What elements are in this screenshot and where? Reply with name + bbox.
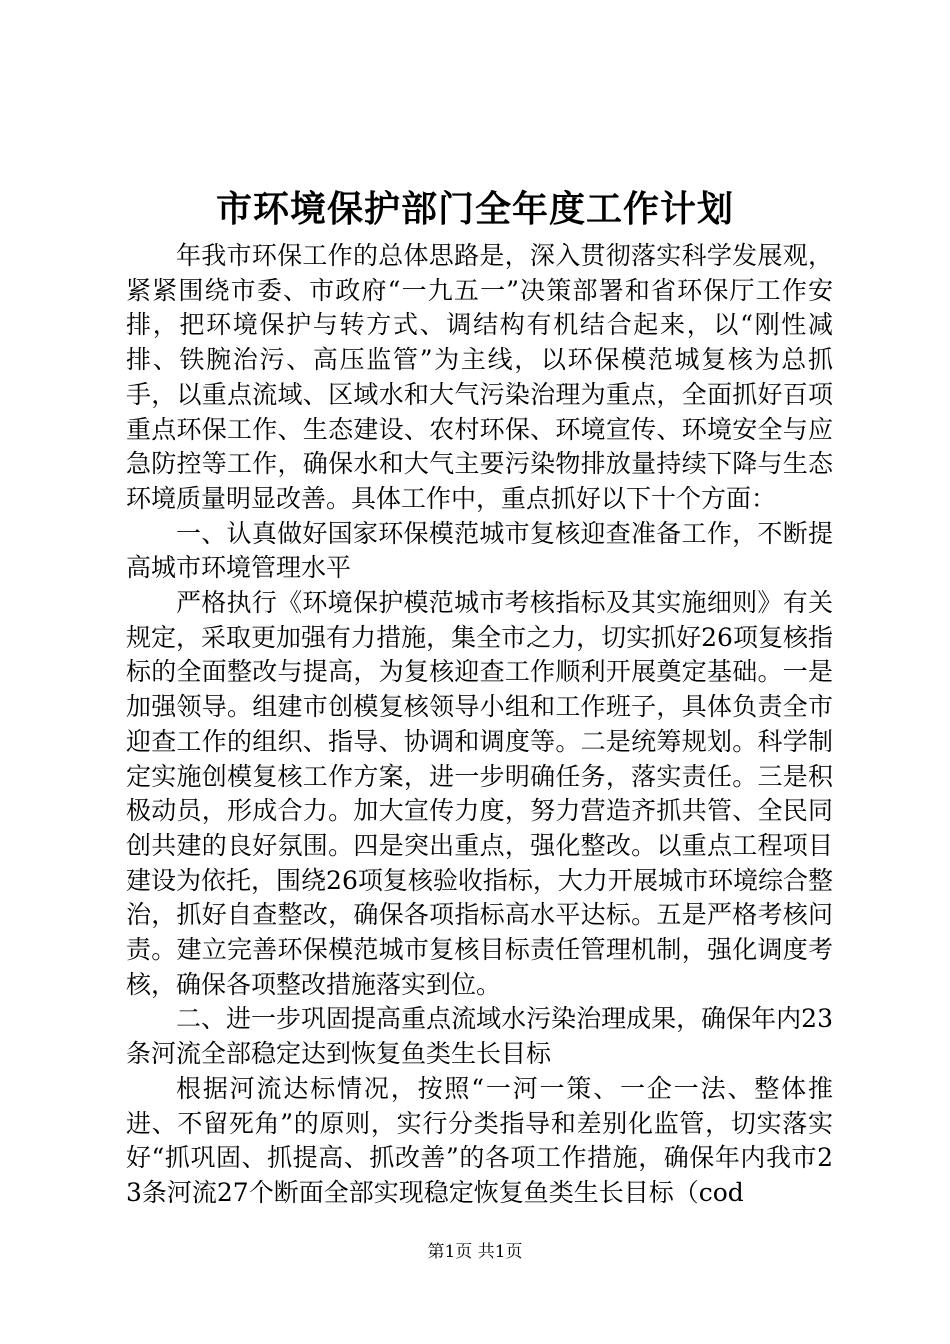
section-heading-1: 一、认真做好国家环保模范城市复核迎查准备工作，不断提高城市环境管理水平	[126, 518, 833, 583]
document-title: 市环境保护部门全年度工作计划	[215, 188, 734, 230]
page-footer: 第1页 共1页	[427, 1242, 523, 1262]
paragraph-section-1: 严格执行《环境保护模范城市考核指标及其实施细则》有关规定，采取更加强有力措施，集全市之力，切实抓好26项复核指标的全面整改与提高，为复核迎查工作顺利开展奠定基础。一是加强领导。组建市创模复核领导小组和工作班子，具体负责全市迎查工作的组织、指导、协调和调度等。二是统筹规划。科学制定实施创模复核工作方案，进一步明确任务，落实责任。三是积极动员，形成合力。加大宣传力度，努力营造齐抓共管、全民同创共建的良好氛围。四是突出重点，强化整改。以重点工程项目建设为依托，围绕26项复核验收指标，大力开展城市环境综合整治，抓好自查整改，确保各项指标高水平达标。五是严格考核问责。建立完善环保模范城市复核目标责任管理机制，强化调度考核，确保各项整改措施落实到位。	[126, 588, 833, 999]
document-body	[126, 239, 833, 1211]
section-heading-2: 二、进一步巩固提高重点流域水污染治理成果，确保年内23条河流全部稳定达到恢复鱼类生长目标	[126, 1004, 833, 1069]
paragraph-overview: 年我市环保工作的总体思路是，深入贯彻落实科学发展观，紧紧围绕市委、市政府“一九五一”决策部署和省环保厅工作安排，把环境保护与转方式、调结构有机结合起来，以“刚性减排、铁腕治污、高压监管”为主线，以环保模范城复核为总抓手，以重点流域、区域水和大气污染治理为重点，全面抓好百项重点环保工作、生态建设、农村环保、环境宣传、环境安全与应急防控等工作，确保水和大气主要污染物排放量持续下降与生态环境质量明显改善。具体工作中，重点抓好以下十个方面：	[126, 241, 833, 513]
paragraph-section-2: 根据河流达标情况，按照“一河一策、一企一法、整体推进、不留死角”的原则，实行分类指导和差别化监管，切实落实好“抓巩固、抓提高、抓改善”的各项工作措施，确保年内我市23条河流27个断面全部实现稳定恢复鱼类生长目标（cod	[126, 1073, 833, 1207]
